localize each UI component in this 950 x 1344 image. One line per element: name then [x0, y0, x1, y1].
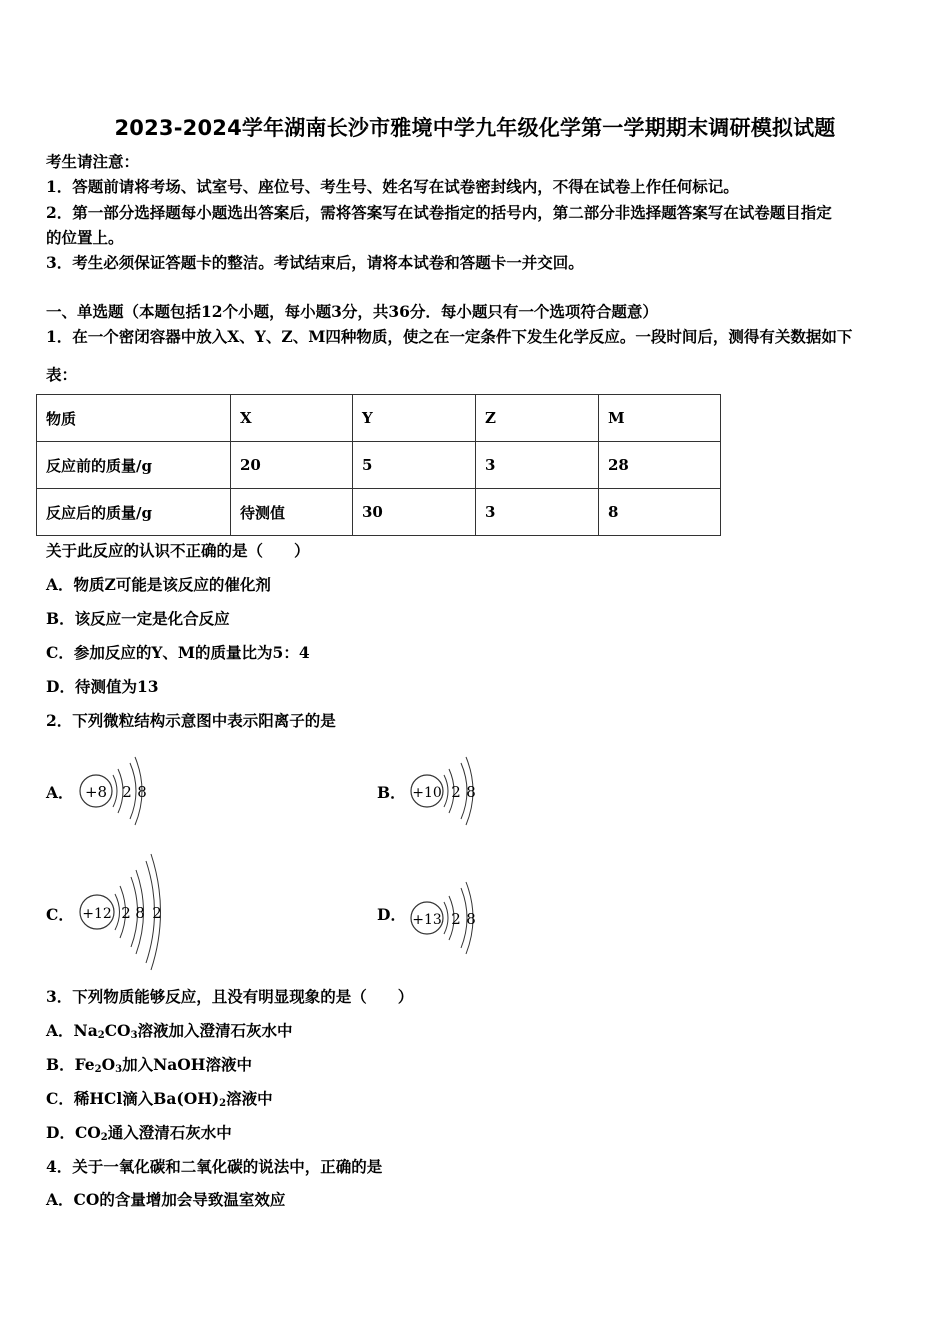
q1-question: 关于此反应的认识不正确的是（ ）	[46, 541, 310, 560]
notice-item: 3．考生必须保证答题卡的整洁。考试结束后，请将本试卷和答题卡一并交回。	[46, 253, 584, 272]
nucleus-charge: +8	[84, 783, 108, 801]
nucleus-charge: +13	[412, 912, 442, 928]
shell-electrons: 8	[466, 910, 476, 928]
table-cell: 28	[599, 442, 721, 489]
table-cell: 5	[353, 442, 476, 489]
table-cell: 8	[599, 489, 721, 536]
table-row	[37, 489, 721, 536]
table-cell: 30	[353, 489, 476, 536]
q2-option-a-label: A．	[46, 783, 74, 802]
q3-option-c: C．稀HCl滴入$Ba(OH)_2$溶液中	[46, 1089, 273, 1109]
nucleus-charge: +12	[82, 906, 112, 922]
table-cell: 反应前的质量/g	[37, 442, 231, 489]
notice-heading: 考生请注意：	[46, 152, 140, 171]
shell-electrons: 8	[135, 904, 145, 922]
q3-option-d: D．$CO_2$通入澄清石灰水中	[46, 1123, 232, 1143]
shell-electrons: 2	[152, 904, 162, 922]
shell-electrons: 2	[121, 904, 131, 922]
table-cell: 反应后的质量/g	[37, 489, 231, 536]
q3-option-b: B．$Fe_2O_3$加入NaOH溶液中	[46, 1055, 252, 1075]
table-cell: 20	[231, 442, 353, 489]
shell-electrons: 8	[137, 783, 147, 801]
q1-option-d: D．待测值为13	[46, 677, 159, 696]
table-cell: Z	[476, 395, 599, 442]
q2-option-b-label: B．	[377, 783, 406, 802]
q1-data-table	[36, 394, 721, 536]
table-cell: 3	[476, 442, 599, 489]
table-cell: 待测值	[231, 489, 353, 536]
table-header-row	[37, 395, 721, 442]
atom-diagram-b	[407, 752, 497, 832]
table-cell: X	[231, 395, 353, 442]
notice-item: 1．答题前请将考场、试室号、座位号、考生号、姓名写在试卷密封线内，不得在试卷上作任何标记。	[46, 177, 739, 196]
nucleus-charge: +10	[412, 785, 442, 801]
notice-item: 2．第一部分选择题每小题选出答案后，需将答案写在试卷指定的括号内，第二部分非选择题答案写在试卷题目指定	[46, 203, 832, 222]
atom-diagram-a	[76, 752, 166, 832]
q4-option-a: A．CO的含量增加会导致温室效应	[46, 1190, 286, 1209]
q2-option-d-label: D．	[377, 905, 406, 924]
table-row	[37, 442, 721, 489]
q1-option-b: B．该反应一定是化合反应	[46, 609, 230, 628]
q2-option-c-label: C．	[46, 905, 74, 924]
q2-stem: 2．下列微粒结构示意图中表示阳离子的是	[46, 711, 336, 730]
q1-option-c: C．参加反应的Y、M的质量比为5：4	[46, 643, 310, 662]
table-cell: 物质	[37, 395, 231, 442]
shell-electrons: 2	[451, 910, 461, 928]
table-cell: M	[599, 395, 721, 442]
table-cell: Y	[353, 395, 476, 442]
shell-electrons: 8	[466, 783, 476, 801]
q3-stem: 3．下列物质能够反应，且没有明显现象的是（ ）	[46, 987, 414, 1006]
section-heading: 一、单选题（本题包括12个小题，每小题3分，共36分．每小题只有一个选项符合题意）	[46, 302, 658, 321]
shell-electrons: 2	[122, 783, 132, 801]
page-title: 2023-2024学年湖南长沙市雅境中学九年级化学第一学期期末调研模拟试题	[114, 116, 836, 140]
q1-option-a: A．物质Z可能是该反应的催化剂	[46, 575, 271, 594]
atom-diagram-c	[76, 852, 176, 962]
q4-stem: 4．关于一氧化碳和二氧化碳的说法中，正确的是	[46, 1157, 383, 1176]
table-cell: 3	[476, 489, 599, 536]
q3-option-a: A．$Na_2CO_3$溶液加入澄清石灰水中	[46, 1021, 293, 1041]
q1-stem: 1．在一个密闭容器中放入X、Y、Z、M四种物质，使之在一定条件下发生化学反应。一段时间后，测得有关数据如下	[46, 327, 853, 346]
q1-stem-cont: 表：	[46, 365, 78, 384]
atom-diagram-d	[407, 878, 497, 958]
shell-electrons: 2	[451, 783, 461, 801]
notice-item: 的位置上。	[46, 228, 124, 247]
